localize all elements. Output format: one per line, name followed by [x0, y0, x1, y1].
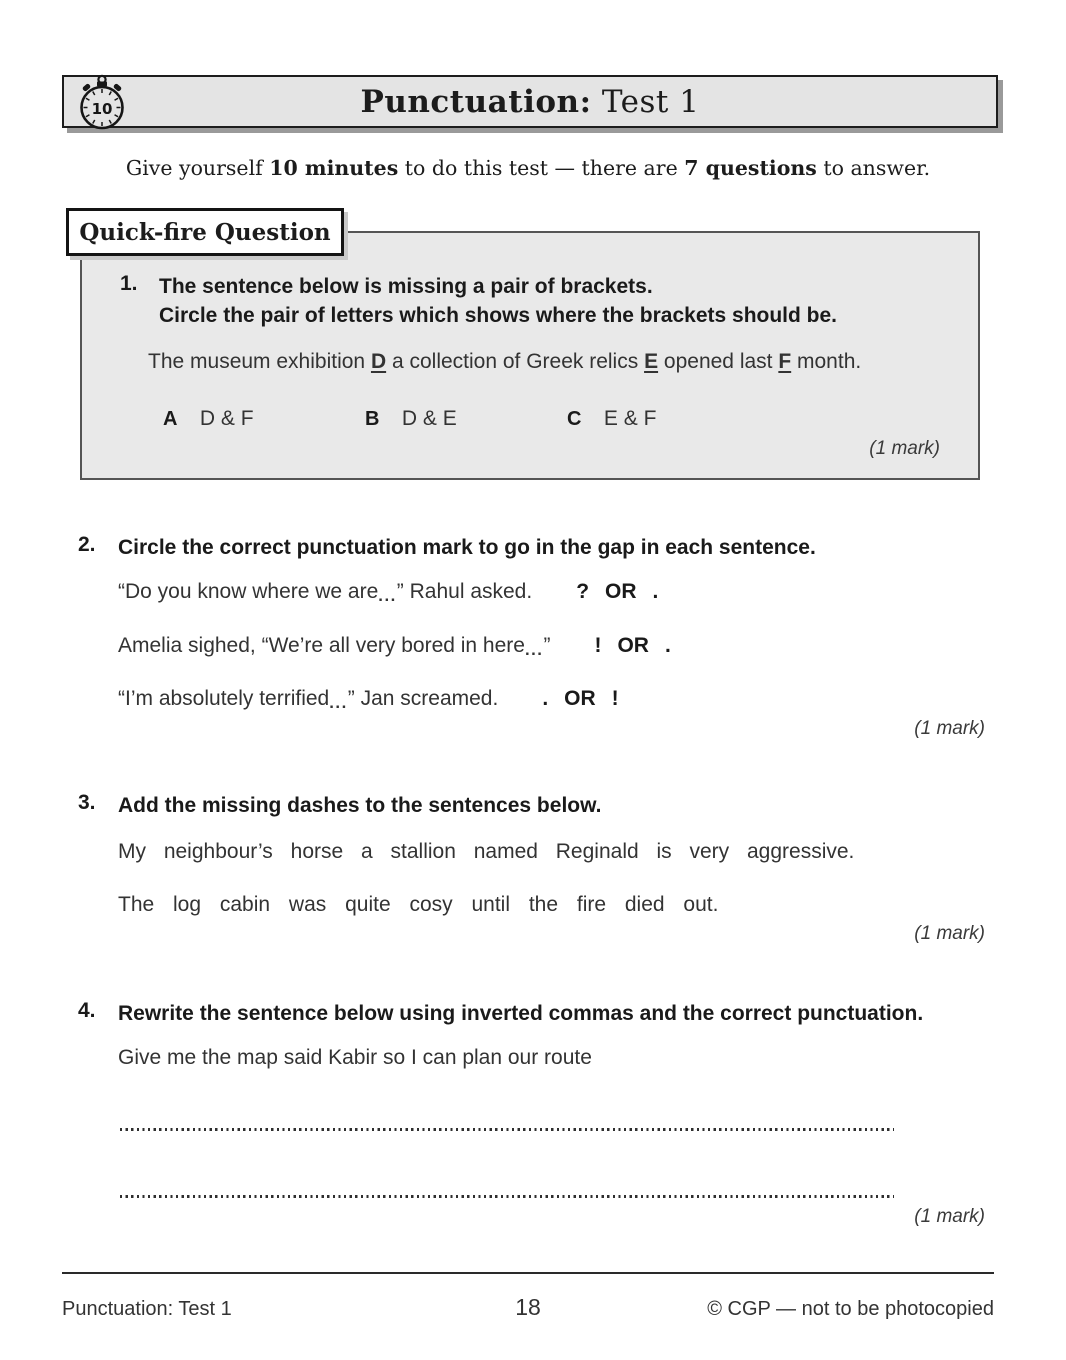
q4-marks: (1 mark)	[914, 1206, 985, 1227]
q1-sentence: The museum exhibition D a collection of Greek relics E opened last F month.	[148, 350, 862, 373]
q2-s3-after: ” Jan screamed.	[347, 687, 499, 710]
q2-s1-gap: ...	[378, 586, 397, 605]
footer-divider	[62, 1272, 994, 1274]
q2-s1-before: “Do you know where we are	[118, 580, 379, 603]
q2-s1-choice-b: .	[652, 580, 659, 603]
q3-number: 3.	[78, 791, 96, 814]
quickfire-label: Quick-fire Question	[79, 218, 331, 246]
q1-prompt	[159, 272, 837, 330]
q1-prompt-line2: Circle the pair of letters which shows where the brackets should be.	[159, 304, 838, 327]
footer-page-number: 18	[515, 1294, 541, 1320]
q1-option-b	[365, 407, 457, 431]
q1-option-a	[163, 407, 254, 431]
q2-s2-gap: ...	[524, 640, 544, 659]
q2-s2-before: Amelia sighed, “We’re all very bored in here	[118, 634, 525, 657]
q2-s1-choice-a: ?	[576, 580, 590, 603]
q3-sentence-1: My neighbour’s horse a stallion named Reginald is very aggressive.	[118, 840, 855, 863]
q1-option-c	[567, 407, 656, 431]
q2-s2-choices	[578, 634, 670, 657]
timer-value: 10	[91, 100, 113, 118]
q1-number: 1.	[120, 272, 138, 295]
q2-s3-before: “I’m absolutely terrified	[118, 687, 330, 710]
q1-marks: (1 mark)	[869, 438, 940, 459]
footer-copyright: © CGP — not to be photocopied	[707, 1298, 994, 1320]
q2-s3-or: OR	[564, 687, 596, 710]
footer-section-title: Punctuation: Test 1	[62, 1298, 232, 1320]
stopwatch-timer-icon	[73, 74, 131, 132]
q2-s2-after: ”	[543, 634, 551, 657]
q2-s1-after: ” Rahul asked.	[396, 580, 533, 603]
q1-option-a-letter: A	[163, 408, 178, 430]
q1-option-c-value: E & F	[603, 407, 657, 430]
q2-marks: (1 mark)	[914, 718, 985, 739]
q2-sentence-2	[118, 634, 671, 658]
q2-s3-choice-a: .	[542, 687, 549, 710]
q2-s3-choices	[526, 687, 618, 710]
q2-number: 2.	[78, 533, 96, 556]
q1-option-c-letter: C	[567, 408, 582, 430]
q4-number: 4.	[78, 999, 96, 1022]
q3-prompt: Add the missing dashes to the sentences below.	[118, 794, 602, 817]
q2-sentence-3	[118, 687, 619, 711]
q4-answer-line-1	[120, 1128, 894, 1131]
q1-option-b-letter: B	[365, 408, 380, 430]
quickfire-label-box	[66, 208, 344, 256]
q1-option-a-value: D & F	[199, 407, 254, 430]
q4-prompt: Rewrite the sentence below using inverted commas and the correct punctuation.	[118, 1002, 924, 1025]
header-bar	[62, 75, 998, 128]
q2-sentence-1	[118, 580, 658, 604]
q3-sentence-2: The log cabin was quite cosy until the fire died out.	[118, 893, 719, 916]
q4-sentence: Give me the map said Kabir so I can plan our route	[118, 1046, 592, 1069]
q1-prompt-line1: The sentence below is missing a pair of brackets.	[159, 275, 653, 298]
q2-s1-or: OR	[605, 580, 637, 603]
q2-s3-gap: ...	[329, 693, 348, 712]
q2-s2-choice-b: .	[664, 634, 671, 657]
q4-answer-line-2	[120, 1195, 894, 1198]
q2-s2-or: OR	[617, 634, 649, 657]
page-title-regular: Test 1	[591, 83, 700, 120]
page-title-bold: Punctuation:	[360, 83, 592, 120]
test-instruction: Give yourself 10 minutes to do this test — there are 7 questions to answer.	[125, 156, 931, 180]
q3-marks: (1 mark)	[914, 923, 985, 944]
q2-prompt: Circle the correct punctuation mark to go in the gap in each sentence.	[118, 536, 816, 559]
q2-s3-choice-b: !	[611, 687, 619, 710]
q1-option-b-value: D & E	[401, 407, 457, 430]
q2-s1-choices	[560, 580, 658, 603]
q2-s2-choice-a: !	[594, 634, 602, 657]
page-title	[361, 84, 700, 120]
